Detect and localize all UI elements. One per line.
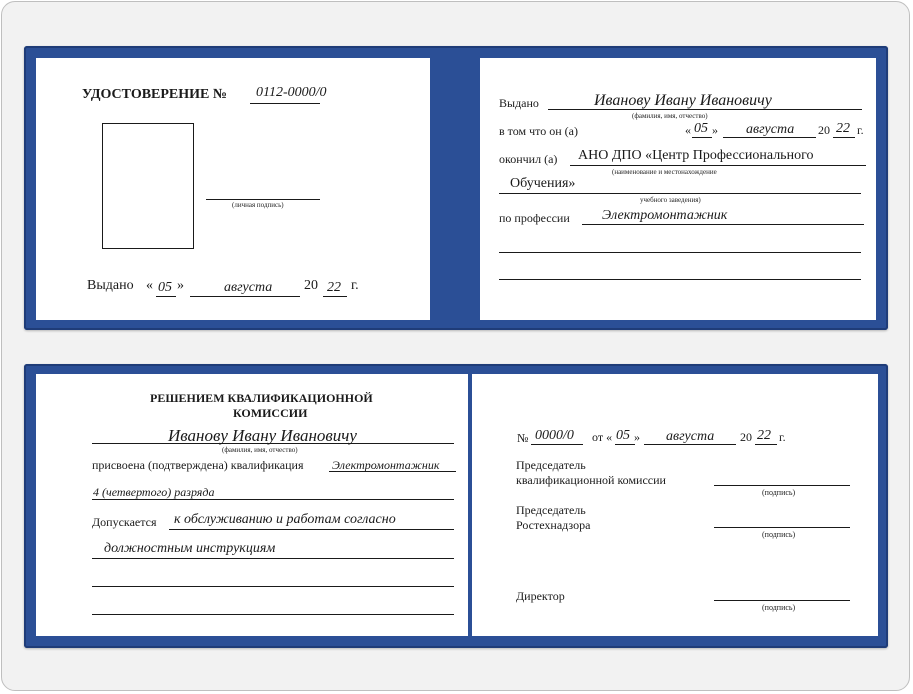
tr-profession-label: по профессии	[499, 211, 570, 225]
tr-issued-label: Выдано	[499, 96, 539, 110]
tr-name-caption: (фамилия, имя, отчество)	[632, 112, 708, 120]
bl-name-caption: (фамилия, имя, отчество)	[222, 446, 298, 454]
br-from-label: от «	[592, 430, 613, 444]
tr-finished-label: окончил (а)	[499, 152, 558, 166]
bl-qualification-label: присвоена (подтверждена) квалификация	[92, 458, 304, 472]
tr-year-prefix: 20	[818, 123, 830, 137]
decision-heading-line1: РЕШЕНИЕМ КВАЛИФИКАЦИОННОЙ	[150, 391, 373, 405]
br-chair-rtn-sign-line	[714, 527, 850, 528]
bl-recipient: Иванову Ивану Ивановичу	[168, 426, 357, 445]
bl-blank-line1	[92, 586, 454, 587]
bl-blank-line2	[92, 614, 454, 615]
bl-admitted-line2	[92, 558, 454, 559]
br-chair-commission-sign-caption: (подпись)	[762, 488, 796, 497]
signature-caption: (личная подпись)	[232, 201, 284, 209]
bl-admitted-line1-text: к обслуживанию и работам согласно	[174, 512, 396, 527]
br-day: 05	[616, 428, 630, 443]
tr-profession: Электромонтажник	[602, 208, 728, 223]
tr-institution-line2-text: Обучения»	[510, 176, 576, 191]
issued-quote-close: »	[177, 278, 184, 293]
certificate-number-line	[250, 103, 320, 104]
br-director-sign-line	[714, 600, 850, 601]
tr-institution-line2	[499, 193, 861, 194]
tr-day: 05	[694, 121, 708, 136]
photo-box	[102, 123, 194, 249]
tr-day-line	[692, 137, 712, 138]
issued-day: 05	[158, 280, 172, 295]
br-day-line	[615, 444, 635, 445]
tr-year: 22	[836, 121, 850, 136]
br-number: 0000/0	[535, 428, 574, 443]
br-year: 22	[757, 428, 771, 443]
issued-day-line	[156, 296, 176, 297]
tr-that-label: в том что он (а)	[499, 124, 578, 138]
tr-year-suffix: г.	[857, 123, 864, 137]
issued-year-line	[323, 296, 347, 297]
tr-institution-line1	[570, 165, 866, 166]
bl-qualification: Электромонтажник	[332, 458, 440, 472]
bl-grade: 4 (четвертого) разряда	[93, 485, 215, 499]
br-director: Директор	[516, 589, 565, 603]
br-chair-commission-line1: Председатель	[516, 458, 586, 472]
br-chair-rtn-line2: Ростехнадзора	[516, 518, 591, 532]
decision-heading-line2: КОМИССИИ	[233, 406, 308, 420]
br-month: августа	[666, 429, 715, 444]
tr-blank-line2	[499, 279, 861, 280]
tr-quote-open: «	[685, 123, 691, 137]
br-director-sign-caption: (подпись)	[762, 603, 796, 612]
tr-month: августа	[746, 122, 795, 137]
issued-quote-open: «	[146, 278, 153, 293]
br-year-suffix: г.	[779, 430, 786, 444]
br-number-line	[531, 444, 583, 445]
br-quote-close: »	[634, 430, 640, 444]
br-chair-commission-line2: квалификационной комиссии	[516, 473, 666, 487]
br-number-label: №	[517, 431, 529, 445]
br-chair-rtn-line1: Председатель	[516, 503, 586, 517]
tr-profession-line	[582, 224, 864, 225]
tr-blank-line1	[499, 252, 861, 253]
issued-year: 22	[327, 280, 341, 295]
tr-institution-caption2: учебного заведения)	[640, 196, 701, 204]
br-chair-commission-sign-line	[714, 485, 850, 486]
issued-year-suffix: г.	[351, 278, 359, 293]
issued-month-line	[190, 296, 300, 297]
certificate-number: 0112-0000/0	[256, 85, 327, 100]
tr-institution-caption1: (наименование и местонахождение	[612, 168, 717, 176]
bl-admitted-line2-text: должностным инструкциям	[104, 541, 276, 556]
tr-recipient: Иванову Ивану Ивановичу	[594, 92, 772, 109]
br-chair-rtn-sign-caption: (подпись)	[762, 530, 796, 539]
tr-quote-close: »	[712, 123, 718, 137]
tr-institution-line1-text: АНО ДПО «Центр Профессионального	[578, 148, 814, 163]
issued-month: августа	[224, 280, 273, 295]
br-year-line	[755, 444, 777, 445]
tr-year-line	[833, 137, 855, 138]
issued-label: Выдано	[87, 278, 134, 293]
br-year-prefix: 20	[740, 430, 752, 444]
issued-year-prefix: 20	[304, 278, 318, 293]
signature-line	[206, 199, 320, 200]
bl-admitted-label: Допускается	[92, 515, 157, 529]
certificate-title: УДОСТОВЕРЕНИЕ №	[82, 87, 227, 102]
bl-admitted-line1	[169, 529, 454, 530]
